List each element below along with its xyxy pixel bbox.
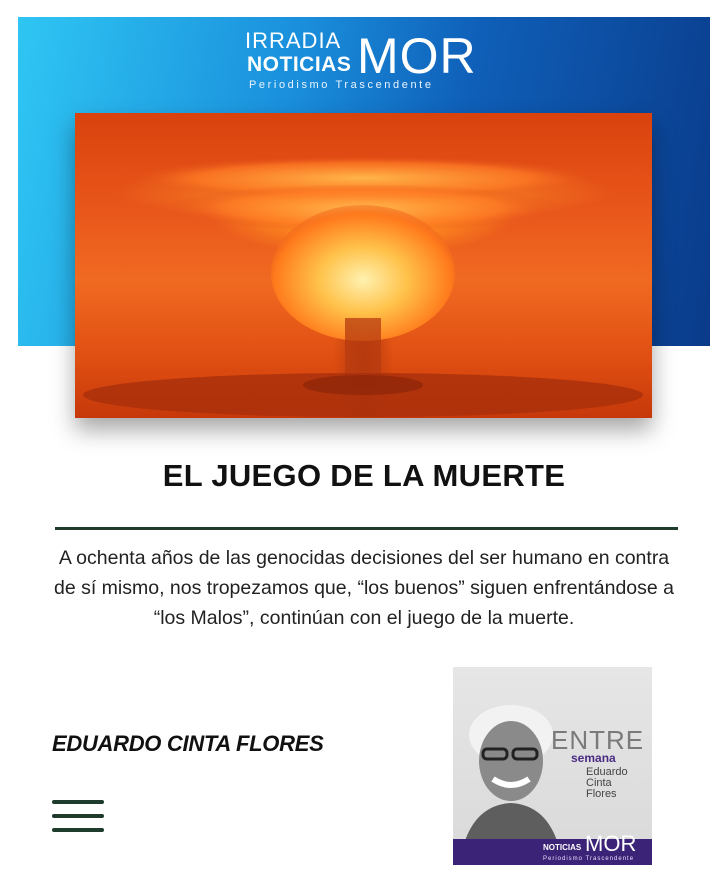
column-series-entre: ENTRE	[551, 725, 645, 755]
menu-bar	[52, 800, 104, 804]
thumbnail-logo-tagline: Periodismo Trascendente	[543, 856, 635, 862]
article-summary: A ochenta años de las genocidas decisiones del ser humano en contra de sí mismo, nos tropezamos que, “los buenos” siguen enfrentándose a “los Malos”, continúan con el juego de la muerte.	[53, 547, 675, 629]
thumbnail-logo-noticias: NOTICIAS	[543, 843, 582, 852]
column-series-semana: semana	[571, 751, 616, 765]
logo-line-irradia: IRRADIA	[245, 28, 342, 53]
menu-bar	[52, 828, 104, 832]
article-author[interactable]: EDUARDO CINTA FLORES	[52, 731, 324, 756]
menu-bar	[52, 814, 104, 818]
thumbnail-logo-mor: MOR	[585, 831, 637, 856]
column-author-name: Eduardo Cinta Flores	[586, 766, 628, 800]
author-portrait	[455, 687, 567, 847]
logo-line-noticias: NOTICIAS	[247, 53, 352, 76]
column-thumbnail[interactable]	[453, 667, 652, 865]
hamburger-menu-icon[interactable]	[52, 800, 104, 834]
hero-image-explosion	[75, 113, 652, 418]
logo-mor: MOR	[357, 28, 477, 84]
article-title: EL JUEGO DE LA MUERTE	[162, 458, 566, 493]
logo-tagline: Periodismo Trascendente	[249, 79, 434, 91]
title-divider	[55, 527, 678, 530]
mushroom-cloud-graphic	[75, 113, 652, 418]
site-logo[interactable]	[245, 28, 495, 96]
